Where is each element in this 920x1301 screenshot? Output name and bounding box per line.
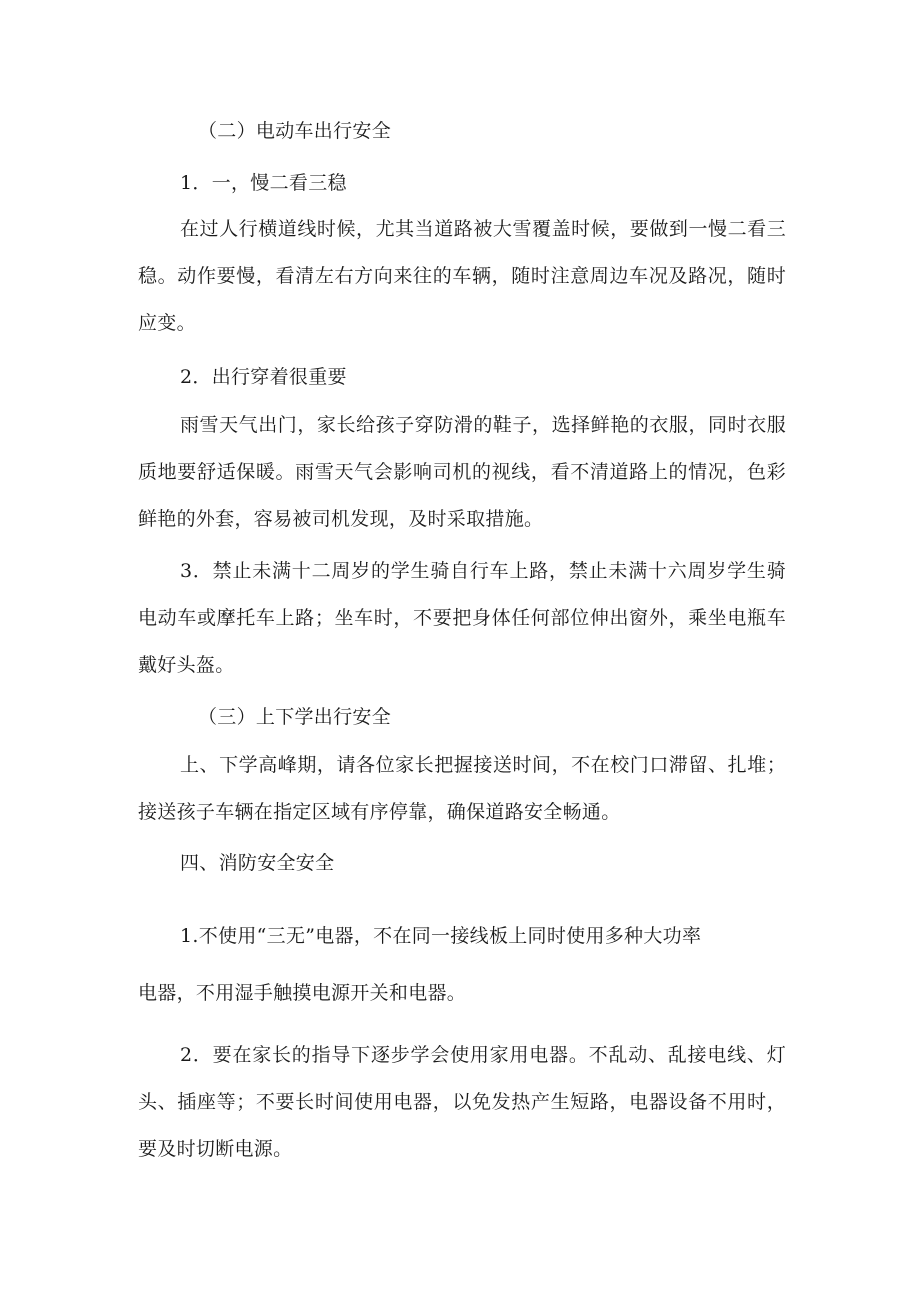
- fire-item-2-body: 2．要在家长的指导下逐步学会使用家用电器。不乱动、乱接电线、灯头、插座等；不要长时间使用电器，以免发热产生短路，电器设备不用时，要及时切断电源。: [138, 1044, 786, 1160]
- item-2-body: 雨雪天气出门，家长给孩子穿防滑的鞋子，选择鲜艳的衣服，同时衣服质地要舒适保暖。雨雪天气会影响司机的视线，看不清道路上的情况，色彩鲜艳的外套，容易被司机发现，及时采取措施。: [138, 414, 786, 530]
- item-1-body: 在过人行横道线时候，尤其当道路被大雪覆盖时候，要做到一慢二看三稳。动作要慢，看清左右方向来往的车辆，随时注意周边车况及路况，随时应变。: [138, 218, 786, 334]
- fire-item-1-line-1: 1.不使用“三无”电器，不在同一接线板上同时使用多种大功率: [180, 925, 702, 947]
- section-3-body: 上、下学高峰期，请各位家长把握接送时间，不在校门口滞留、扎堆；接送孩子车辆在指定区域有序停靠，确保道路安全畅通。: [138, 754, 786, 823]
- item-1-title: 1．一，慢二看三稳: [180, 172, 347, 194]
- item-3-body: 3．禁止未满十二周岁的学生骑自行车上路，禁止未满十六周岁学生骑电动车或摩托车上路；坐车时，不要把身体任何部位伸出窗外，乘坐电瓶车戴好头盔。: [138, 560, 786, 676]
- section-3-heading: （三）上下学出行安全: [198, 706, 392, 728]
- item-2-title: 2．出行穿着很重要: [180, 366, 347, 388]
- fire-item-1-line-2: 电器，不用湿手触摸电源开关和电器。: [138, 982, 467, 1004]
- section-4-heading: 四、消防安全安全: [180, 852, 335, 874]
- section-2-heading: （二）电动车出行安全: [198, 120, 392, 142]
